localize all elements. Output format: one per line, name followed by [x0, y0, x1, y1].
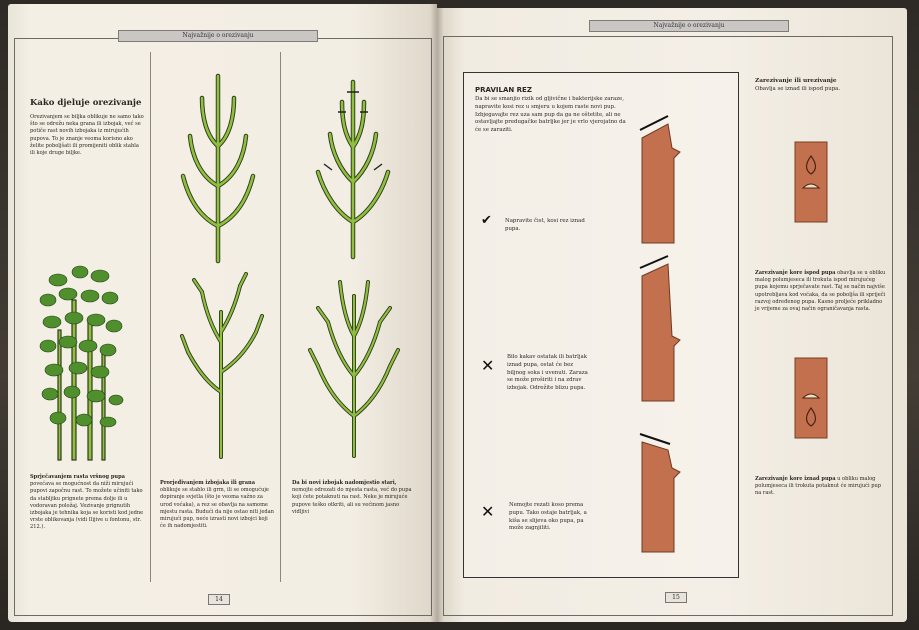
caption-replacing [292, 480, 414, 516]
cross-icon: ✕ [481, 356, 495, 375]
caption-thinning-bold: Prorjeđivanjem izbojaka ili grana [160, 480, 256, 486]
cut-slant-text: Nemojte rezati koso prema pupu. Tako ostaje batrljak, a kiša se slijeva oko pupa, pa može zagnjiliti. [509, 502, 587, 532]
caption-bending-bold: Sprječavanjem rasta vršnog pupa [30, 474, 125, 480]
side-below-bold: Zarezivanje kore ispod pupa [755, 270, 836, 276]
side-below-text: obavlja se u obliku malog polumjeseca ili trokuta ispod mirujućeg pupa kojemu sprječavate rast. Taj se način najviše upotrebljava kod voćaka, da se poboljša ili spriječi razvoj određenog pupa. Kasno proljeće prikladno je vrijeme za ovaj način ograničavanja rasta. [755, 270, 886, 313]
right-header: Najvažnije o orezivanju [589, 20, 789, 32]
right-page [437, 8, 907, 622]
side-intro: Obavlja se iznad ili ispod pupa. [755, 86, 841, 92]
bark-cut-below-illustration [793, 142, 829, 222]
left-header: Najvažnije o orezivanju [118, 30, 318, 42]
page-number: 14 [208, 594, 230, 605]
side-title: Zarezivanje ili urezivanje [755, 78, 837, 84]
climbing-plant-illustration [28, 260, 128, 460]
left-page [8, 4, 437, 622]
column-divider [150, 52, 151, 582]
caption-replacing-text: nemojte odrezati do mjesta rasta, već do pupa koji ćete potaknuti na rast. Neke je mirujuće pupove teško otkriti, ali su većinom jasno vidljivi [292, 487, 412, 515]
bark-cut-above-illustration [793, 358, 829, 438]
book-spine [430, 4, 444, 622]
cut-correct-text: Napravite čist, kosi rez iznad pupa. [505, 218, 585, 232]
cross-icon: ✕ [481, 502, 495, 521]
tree-illustration-thinned [176, 272, 266, 462]
wood-stem-correct [632, 118, 692, 248]
tree-illustration-pruned [298, 72, 408, 262]
caption-thinning-text: oblikuje se stablo ili grm, ili se omogućuje dopiranje svjetla (što je veoma važno za urod voćaka), a rez se obavlja na samome mjestu rasta. Budući da nije ostao niti jedan mirujući pup, neće izrasti novi izbojci koji će ih nadomjestiti. [160, 487, 274, 530]
side-below-caption [755, 270, 887, 313]
tree-illustration-replaced [304, 266, 404, 461]
side-above-text: u obliku malog polumjeseca ili trokuta potaknut će mirujući pup na rast. [755, 476, 882, 497]
caption-replacing-bold: Da bi novi izbojak nadomjestio stari, [292, 480, 397, 486]
page-number: 15 [665, 592, 687, 603]
intro-text: Orezivanjem se biljka oblikuje ne samo tako što se odrežu neka grana ili izbojak, već se potiče rast novih izbojaka iz mirujućih pupova. To je znanje veoma korisno ako želite poboljšati ili promijeniti oblik stabla ili koje druge biljke. [30, 114, 144, 157]
correct-cut-box [463, 72, 739, 578]
box-title: PRAVILAN REZ [475, 86, 532, 94]
wood-stem-slant [632, 440, 692, 560]
caption-bending-text: povećava se mogućnost da niži mirujući pupovi započnu rast. To možete učiniti tako da stabljiku prignete prema dolje ili u vodoravan položaj. Vezivanje prignutih izbojaka je tehnika koja se koristi kod jedne vrste oblikovanja (vidi Ilijive u fontonu, str. 212.). [30, 481, 144, 531]
cut-stub-text: Bilo kakav ostatak ili batrljak iznad pupa, ostat će bez biljnog soka i uvenuti. Zaraza se može proširiti i na zdrav izbojak. Odrežite blizu pupa. [507, 354, 588, 392]
side-above-bold: Zarezivanje kore iznad pupa [755, 476, 836, 482]
tree-illustration-bent [168, 66, 268, 266]
caption-bending [30, 474, 146, 532]
checkmark-icon: ✔ [481, 213, 492, 228]
box-intro: Da bi se smanjio rizik od gljivične i bakterijske zaraze, napravite kosi rez u smjeru u kojem raste novi pup. Izbjegavajte rez uza sam pup da ga ne oštetite, ali ne ostavljajte predugačke batrljke jer je vrlo vjerojatno da će se zaraziti. [475, 96, 626, 134]
side-above-caption [755, 476, 887, 498]
column-divider [280, 52, 281, 582]
caption-thinning [160, 480, 274, 530]
section-title: Kako djeluje orezivanje [30, 98, 142, 108]
wood-stem-stub [632, 266, 692, 406]
